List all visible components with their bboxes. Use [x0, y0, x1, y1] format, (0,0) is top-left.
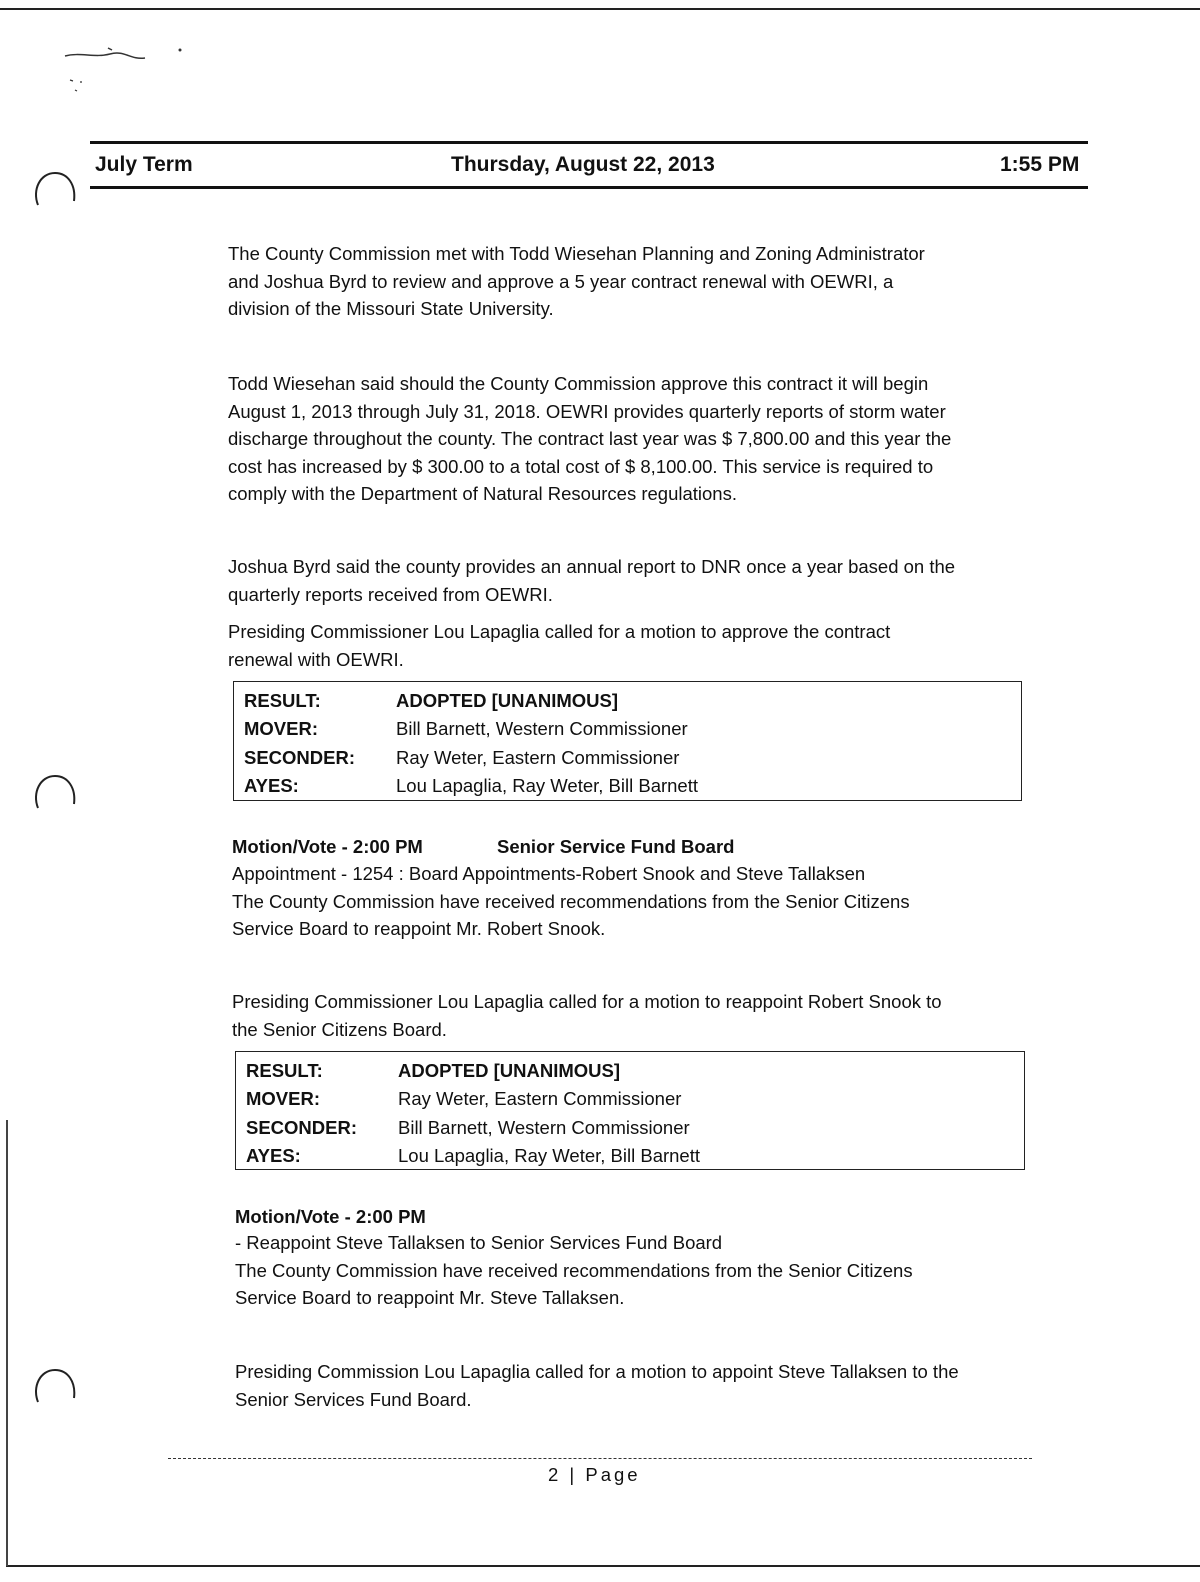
text-line: Joshua Byrd said the county provides an annual report to DNR once a year based on the — [228, 556, 956, 577]
result-value: ADOPTED [UNANIMOUS] — [398, 1060, 620, 1081]
motion-call-paragraph-2 — [232, 988, 1032, 1043]
text-line: and Joshua Byrd to review and approve a 5 year contract renewal with OEWRI, a — [228, 270, 894, 292]
motion-call-paragraph-3 — [235, 1358, 1035, 1413]
page-number: 2 | Page — [548, 1464, 641, 1485]
mover-label: MOVER: — [244, 718, 318, 739]
mover-value: Bill Barnett, Western Commissioner — [396, 718, 688, 739]
text-line: Service Board to reappoint Mr. Steve Tallaksen. — [235, 1287, 625, 1308]
seconder-label: SECONDER: — [244, 747, 356, 768]
wiesehan-paragraph — [228, 370, 1028, 508]
text-line: The County Commission have received recommendations from the Senior Citizens — [235, 1259, 913, 1281]
header-term: July Term — [95, 153, 193, 176]
intro-paragraph — [228, 240, 1028, 323]
text-line: Presiding Commissioner Lou Lapaglia called for a motion to approve the contract — [228, 621, 891, 642]
text-line: Appointment - 1254 : Board Appointments-Robert Snook and Steve Tallaksen — [232, 863, 866, 884]
motion-heading-1: Motion/Vote - 2:00 PM — [232, 836, 423, 857]
mover-label: MOVER: — [246, 1088, 320, 1109]
text-line: Presiding Commission Lou Lapaglia called for a motion to appoint Steve Tallaksen to the — [235, 1361, 959, 1382]
text-line: - Reappoint Steve Tallaksen to Senior Services Fund Board — [235, 1232, 723, 1253]
seconder-value: Ray Weter, Eastern Commissioner — [396, 747, 680, 768]
motion-body-1 — [232, 860, 1032, 943]
text-line: quarterly reports received from OEWRI. — [228, 583, 553, 605]
text-line: Service Board to reappoint Mr. Robert Snook. — [232, 918, 606, 939]
result-label: RESULT: — [244, 690, 321, 711]
text-line: the Senior Citizens Board. — [232, 1018, 447, 1040]
result-value: ADOPTED [UNANIMOUS] — [396, 690, 618, 711]
motion-call-paragraph-1 — [228, 618, 1028, 673]
motion-title-1: Senior Service Fund Board — [497, 836, 735, 857]
seconder-label: SECONDER: — [246, 1117, 358, 1138]
text-line: comply with the Department of Natural Resources regulations. — [228, 483, 737, 504]
footer-rule — [168, 1458, 1032, 1460]
motion-body-2 — [235, 1229, 1035, 1312]
scan-top-edge — [0, 8, 1200, 10]
header-rule-bottom — [90, 186, 1088, 189]
text-line: renewal with OEWRI. — [228, 648, 404, 670]
punch-hole-middle — [30, 768, 80, 818]
seconder-value: Bill Barnett, Western Commissioner — [398, 1117, 690, 1138]
ayes-label: AYES: — [246, 1145, 301, 1166]
scan-bottom-edge — [6, 1565, 1200, 1567]
header-date: Thursday, August 22, 2013 — [451, 153, 715, 176]
vote-result-box-1 — [233, 681, 1022, 801]
motion-heading-2: Motion/Vote - 2:00 PM — [235, 1206, 426, 1227]
punch-hole-bottom — [30, 1362, 80, 1412]
header-time: 1:55 PM — [1000, 153, 1080, 176]
mover-value: Ray Weter, Eastern Commissioner — [398, 1088, 682, 1109]
punch-hole-top — [30, 165, 80, 215]
text-line: division of the Missouri State University. — [228, 298, 554, 319]
text-line: August 1, 2013 through July 31, 2018. OEWRI provides quarterly reports of storm water — [228, 400, 946, 422]
text-line: Todd Wiesehan said should the County Commission approve this contract it will begin — [228, 373, 929, 394]
vote-result-box-2 — [235, 1051, 1025, 1170]
header-rule-top — [90, 141, 1088, 144]
ayes-label: AYES: — [244, 775, 299, 796]
ayes-value: Lou Lapaglia, Ray Weter, Bill Barnett — [398, 1145, 700, 1166]
text-line: The County Commission met with Todd Wiesehan Planning and Zoning Administrator — [228, 243, 925, 264]
scan-left-edge — [6, 1120, 8, 1566]
text-line: discharge throughout the county. The contract last year was $ 7,800.00 and this year the — [228, 428, 952, 449]
result-label: RESULT: — [246, 1060, 323, 1081]
text-line: The County Commission have received recommendations from the Senior Citizens — [232, 890, 910, 912]
pen-scribble — [60, 40, 200, 100]
text-line: Senior Services Fund Board. — [235, 1388, 472, 1410]
byrd-paragraph — [228, 553, 1028, 608]
text-line: cost has increased by $ 300.00 to a total cost of $ 8,100.00. This service is required to — [228, 455, 934, 477]
ayes-value: Lou Lapaglia, Ray Weter, Bill Barnett — [396, 775, 698, 796]
text-line: Presiding Commissioner Lou Lapaglia called for a motion to reappoint Robert Snook to — [232, 991, 942, 1012]
